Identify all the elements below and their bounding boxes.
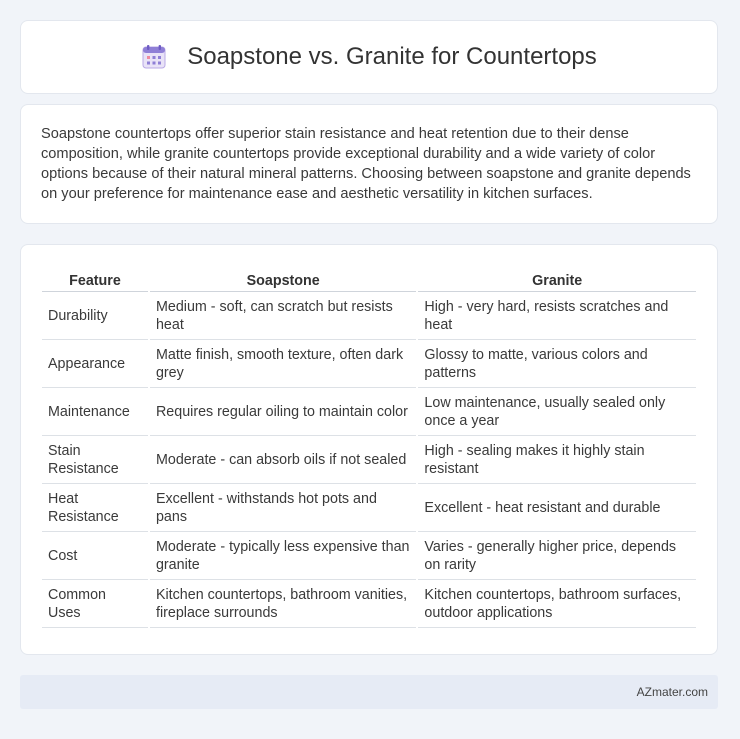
header-soapstone: Soapstone — [150, 263, 416, 292]
feature-cell: Maintenance — [42, 388, 148, 436]
comparison-card — [20, 244, 718, 655]
comparison-table — [40, 263, 698, 628]
soapstone-cell: Medium - soft, can scratch but resists heat — [150, 292, 416, 340]
granite-cell: High - sealing makes it highly stain resistant — [418, 436, 696, 484]
table-row — [42, 388, 696, 436]
granite-cell: High - very hard, resists scratches and heat — [418, 292, 696, 340]
page-title: Soapstone vs. Granite for Countertops — [187, 43, 597, 70]
intro-text: Soapstone countertops offer superior stain resistance and heat retention due to their dense composition, while granite countertops provide exceptional durability and a wide variety of color options because of their natural mineral patterns. Choosing between soapstone and granite depends on your preference for maintenance ease and aesthetic versatility in kitchen surfaces. — [41, 126, 691, 202]
granite-cell: Varies - generally higher price, depends on rarity — [418, 532, 696, 580]
footer — [20, 675, 718, 709]
soapstone-cell: Kitchen countertops, bathroom vanities, fireplace surrounds — [150, 580, 416, 628]
title-card — [20, 20, 718, 94]
soapstone-cell: Requires regular oiling to maintain color — [150, 388, 416, 436]
feature-cell: Heat Resistance — [42, 484, 148, 532]
header-feature: Feature — [42, 263, 148, 292]
table-row — [42, 340, 696, 388]
table-row — [42, 580, 696, 628]
table-row — [42, 532, 696, 580]
feature-cell: Durability — [42, 292, 148, 340]
granite-cell: Low maintenance, usually sealed only once a year — [418, 388, 696, 436]
soapstone-cell: Moderate - can absorb oils if not sealed — [150, 436, 416, 484]
table-header-row — [42, 263, 696, 292]
footer-brand[interactable]: AZmater.com — [636, 685, 708, 699]
granite-cell: Glossy to matte, various colors and patterns — [418, 340, 696, 388]
feature-cell: Common Uses — [42, 580, 148, 628]
granite-cell: Excellent - heat resistant and durable — [418, 484, 696, 532]
intro-card — [20, 104, 718, 224]
table-row — [42, 292, 696, 340]
header-granite: Granite — [418, 263, 696, 292]
calendar-icon — [141, 44, 167, 70]
soapstone-cell: Matte finish, smooth texture, often dark grey — [150, 340, 416, 388]
feature-cell: Cost — [42, 532, 148, 580]
feature-cell: Stain Resistance — [42, 436, 148, 484]
granite-cell: Kitchen countertops, bathroom surfaces, outdoor applications — [418, 580, 696, 628]
soapstone-cell: Moderate - typically less expensive than granite — [150, 532, 416, 580]
soapstone-cell: Excellent - withstands hot pots and pans — [150, 484, 416, 532]
table-row — [42, 436, 696, 484]
feature-cell: Appearance — [42, 340, 148, 388]
table-row — [42, 484, 696, 532]
